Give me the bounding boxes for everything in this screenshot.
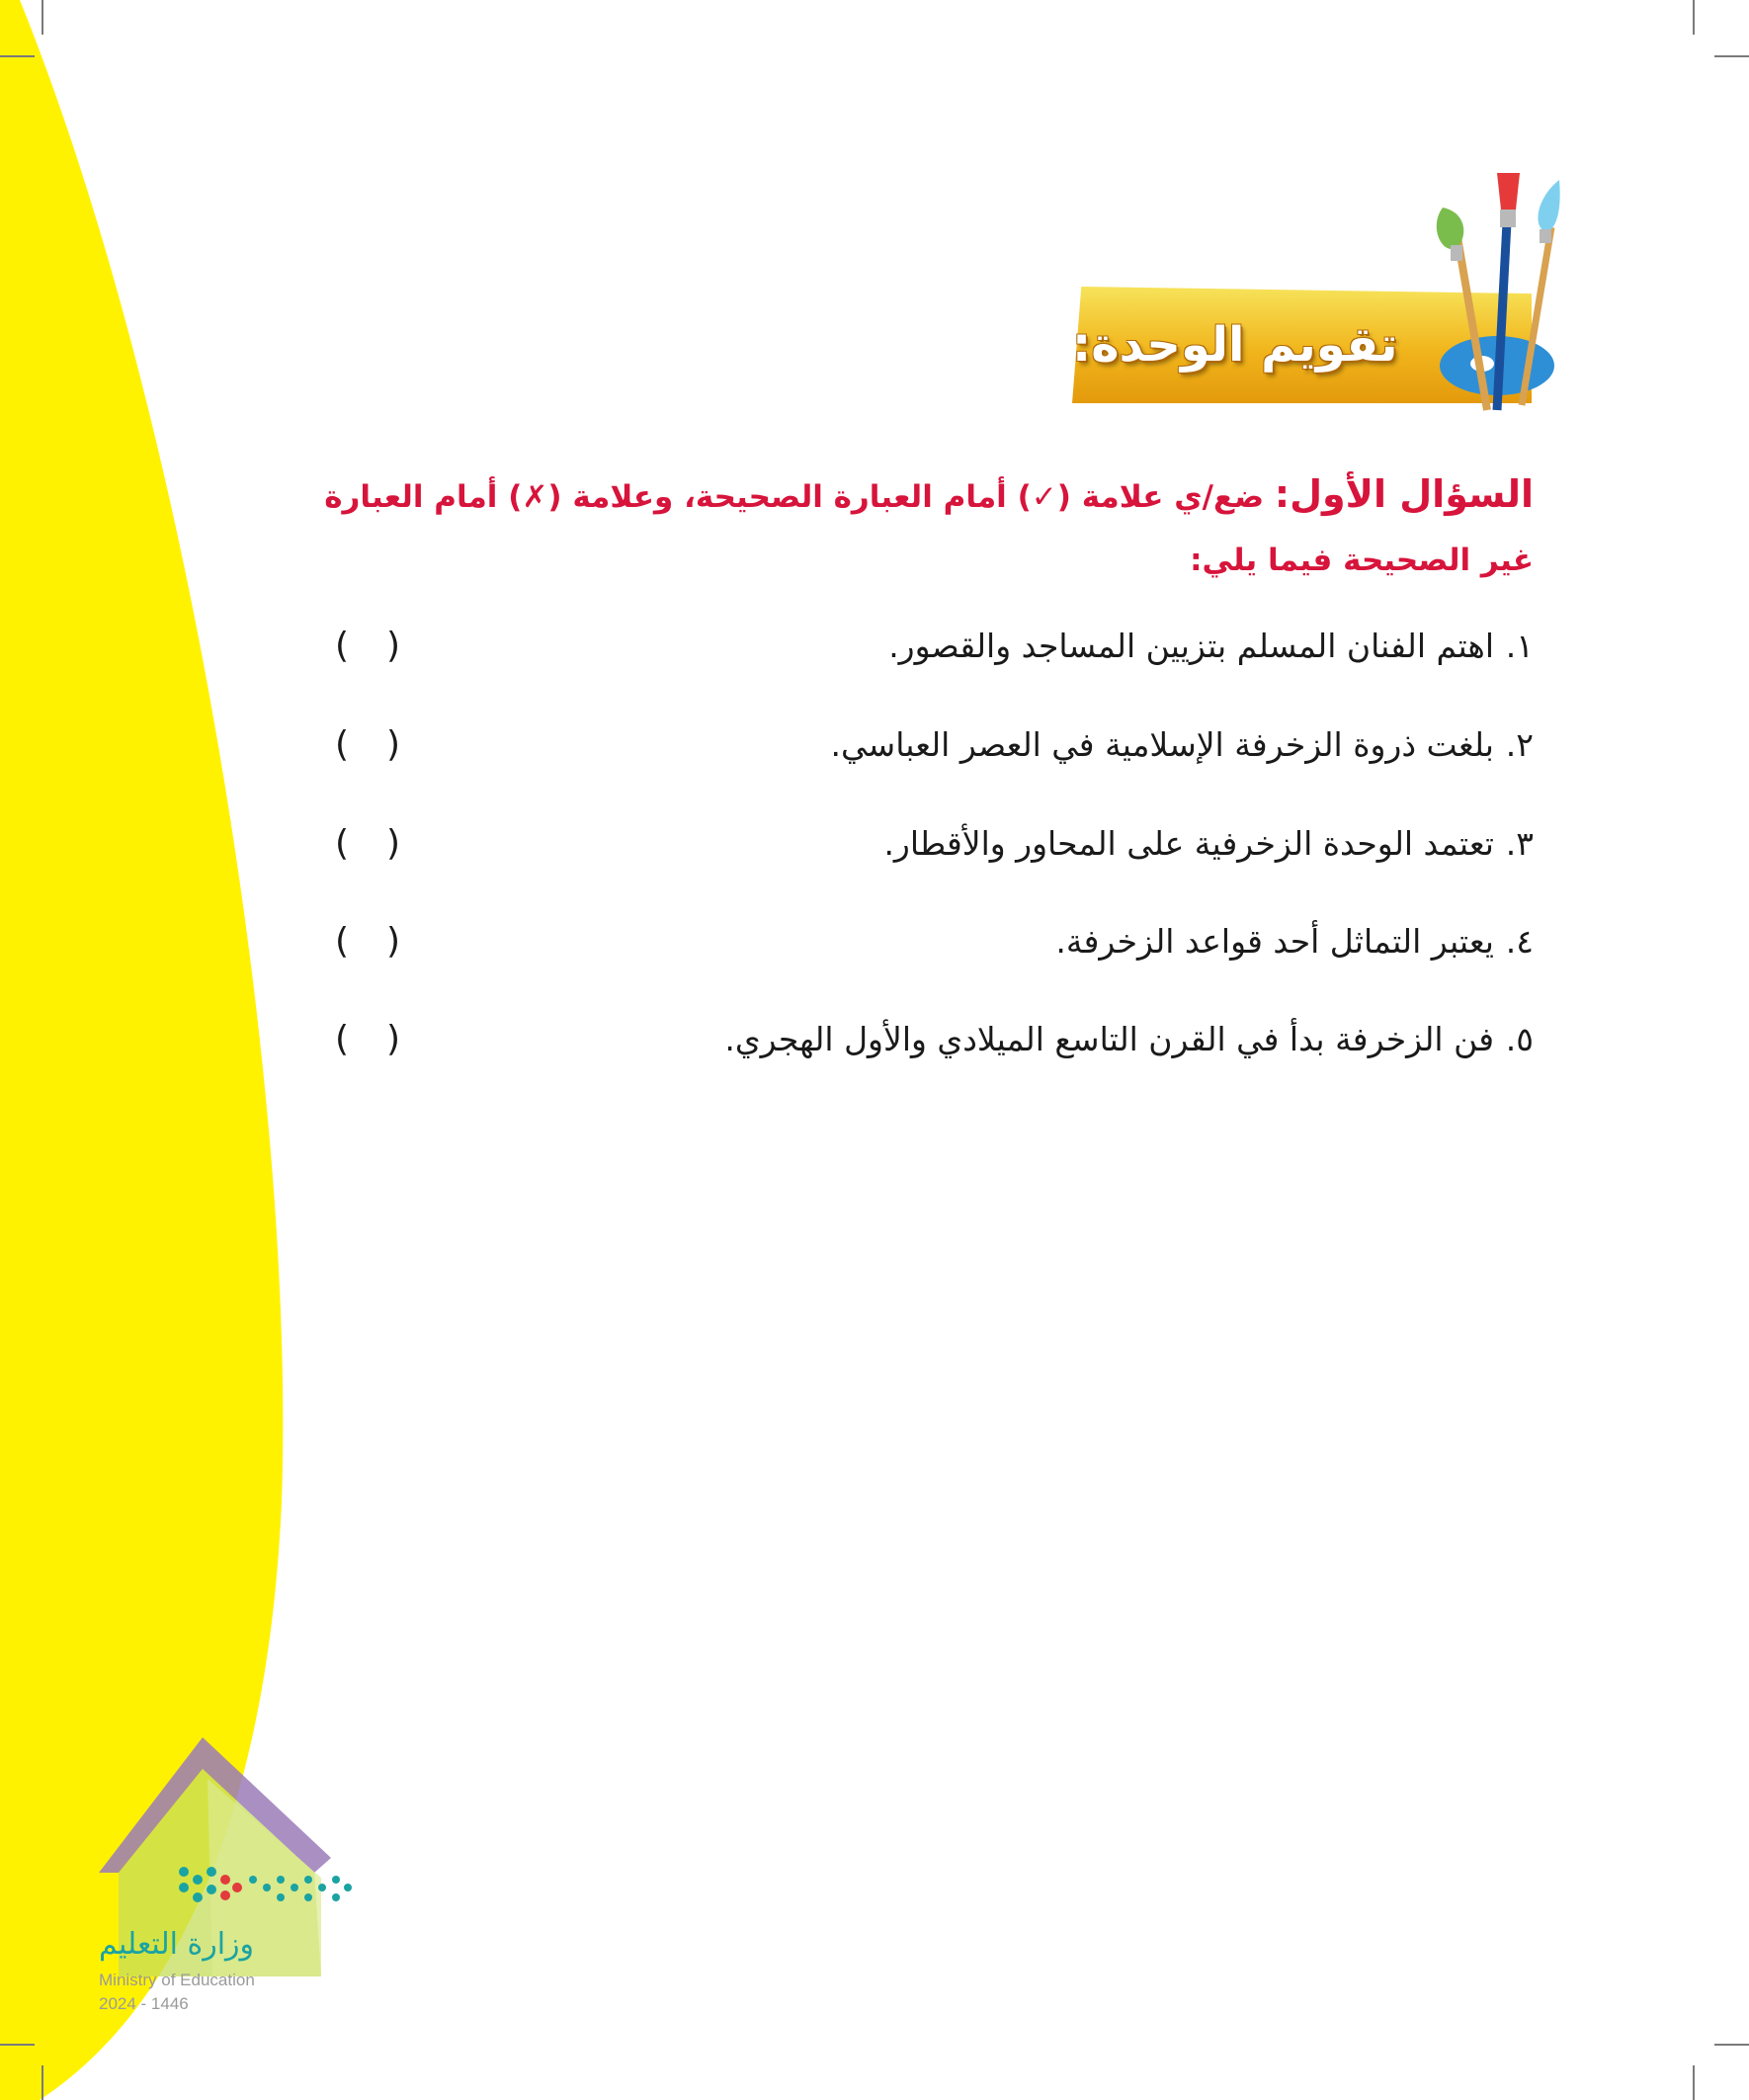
list-item xyxy=(397,1009,1534,1068)
item-text: بلغت ذروة الزخرفة الإسلامية في العصر العباسي. xyxy=(830,724,1494,764)
cross-mark-icon: ✗ xyxy=(522,479,548,515)
crop-mark xyxy=(1693,0,1695,35)
item-number: ٥. xyxy=(1505,1019,1534,1058)
item-text: اهتم الفنان المسلم بتزيين المساجد والقصور. xyxy=(888,626,1494,665)
list-item xyxy=(397,714,1534,774)
list-item xyxy=(397,616,1534,675)
answer-bracket[interactable] xyxy=(335,616,400,675)
answer-bracket[interactable] xyxy=(335,813,400,873)
question-label: السؤال الأول: xyxy=(1274,472,1534,516)
bracket-open: ( xyxy=(335,723,350,765)
crop-mark xyxy=(42,2065,43,2100)
item-number: ٢. xyxy=(1505,724,1534,764)
question-heading xyxy=(318,462,1534,592)
instruction-line2: غير الصحيحة فيما يلي: xyxy=(1190,543,1534,578)
bracket-close: ) xyxy=(385,920,400,962)
item-text: تعتمد الوحدة الزخرفية على المحاور والأقطار. xyxy=(883,823,1494,863)
banner-title: تقويم الوحدة: xyxy=(1072,317,1398,373)
item-number: ١. xyxy=(1505,626,1534,665)
ministry-name-en: Ministry of Education xyxy=(99,1971,255,1989)
crop-mark xyxy=(0,55,35,57)
instruction-part1: ضع/ي علامة ( xyxy=(1056,479,1265,515)
bracket-open: ( xyxy=(335,1018,350,1059)
bracket-open: ( xyxy=(335,625,350,666)
answer-bracket[interactable] xyxy=(335,714,400,774)
item-number: ٣. xyxy=(1505,823,1534,863)
item-number: ٤. xyxy=(1505,921,1534,961)
instruction-part2: ) أمام العبارة الصحيحة، وعلامة ( xyxy=(547,479,1032,515)
crop-mark xyxy=(42,0,43,35)
bracket-close: ) xyxy=(385,723,400,765)
bracket-open: ( xyxy=(335,920,350,962)
item-text: يعتبر التماثل أحد قواعد الزخرفة. xyxy=(1055,921,1494,961)
crop-mark xyxy=(1693,2065,1695,2100)
list-item xyxy=(397,911,1534,970)
answer-bracket[interactable] xyxy=(335,911,400,970)
list-item xyxy=(397,813,1534,873)
ministry-name-ar: وزارة التعليم xyxy=(99,1927,255,1962)
paintbrushes-icon xyxy=(1413,168,1561,415)
bracket-open: ( xyxy=(335,822,350,864)
item-text: فن الزخرفة بدأ في القرن التاسع الميلادي والأول الهجري. xyxy=(724,1019,1494,1058)
bracket-close: ) xyxy=(385,625,400,666)
instruction-part3: ) أمام العبارة xyxy=(324,479,523,515)
bracket-close: ) xyxy=(385,822,400,864)
ministry-year: 2024 - 1446 xyxy=(99,1994,189,2013)
crop-mark xyxy=(0,2044,35,2046)
ministry-logo-icon xyxy=(176,1858,354,1917)
check-mark-icon: ✓ xyxy=(1031,479,1057,515)
crop-mark xyxy=(1714,2044,1749,2046)
crop-mark xyxy=(1714,55,1749,57)
answer-bracket[interactable] xyxy=(335,1009,400,1068)
bracket-close: ) xyxy=(385,1018,400,1059)
